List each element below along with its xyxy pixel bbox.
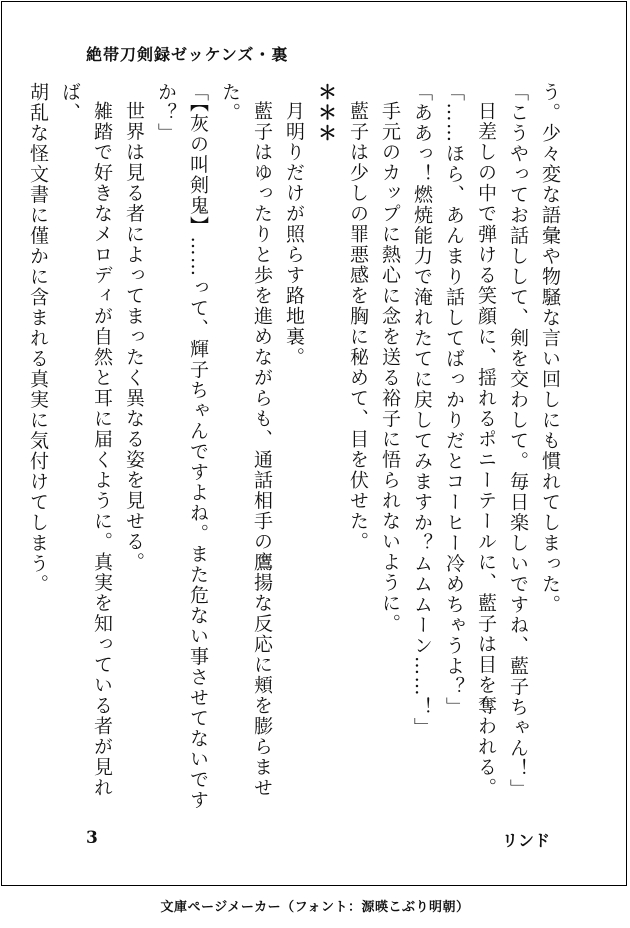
paragraph: 「こうやってお話しして、剣を交わして。毎日楽しいですね、藍子ちゃん！」 <box>507 82 529 800</box>
paragraph: 藍子はゆったりと歩を進めながらも、通話相手の鷹揚な反応に頬を膨らませた。 <box>219 82 273 798</box>
author-name: リンド <box>502 831 551 850</box>
paragraph: 藍子は少しの罪悪感を胸に秘めて、目を伏せた。 <box>347 101 369 552</box>
generator-caption: 文庫ページメーカー（フォント：源暎こぶり明朝） <box>160 900 470 915</box>
paragraph: 「……ほら、あんまり話してばっかりだとコーヒー冷めちゃうよ？」 <box>443 82 465 718</box>
paragraph: 月明りだけが照らす路地裏。 <box>283 101 305 368</box>
section-separator: ＊＊＊ <box>315 82 337 144</box>
page-frame <box>1 1 627 886</box>
vertical-body-text <box>27 82 566 816</box>
paragraph: 世界は見る者によってまったく異なる姿を見せる。 <box>123 101 145 573</box>
paragraph: 手元のカップに熱心に念を送る裕子に悟られないように。 <box>379 101 401 634</box>
paragraph: 日差しの中で弾ける笑顔に、揺れるポニーテールに、藍子は目を奪われる。 <box>475 101 497 798</box>
page-number: 3 <box>86 828 98 848</box>
paragraph: 胡乱な怪文書に僅かに含まれる真実に気付けてしまう。 <box>27 82 49 595</box>
paragraph: う。少々変な語彙や物騒な言い回しにも慣れてしまった。 <box>539 82 561 615</box>
paragraph: 「ああっ！燃焼能力で淹れたてに戻してみますか？ムムムーン……！」 <box>411 82 433 738</box>
paragraph: 「【灰の叫剣鬼】……って、輝子ちゃんですよね。また危ない事させてないですか？」 <box>155 82 209 811</box>
paragraph: 雑踏で好きなメロディが自然と耳に届くように。真実を知っている者が見れば、 <box>59 82 113 798</box>
book-title: 絶帯刀剣録ゼッケンズ・裏 <box>86 45 289 64</box>
